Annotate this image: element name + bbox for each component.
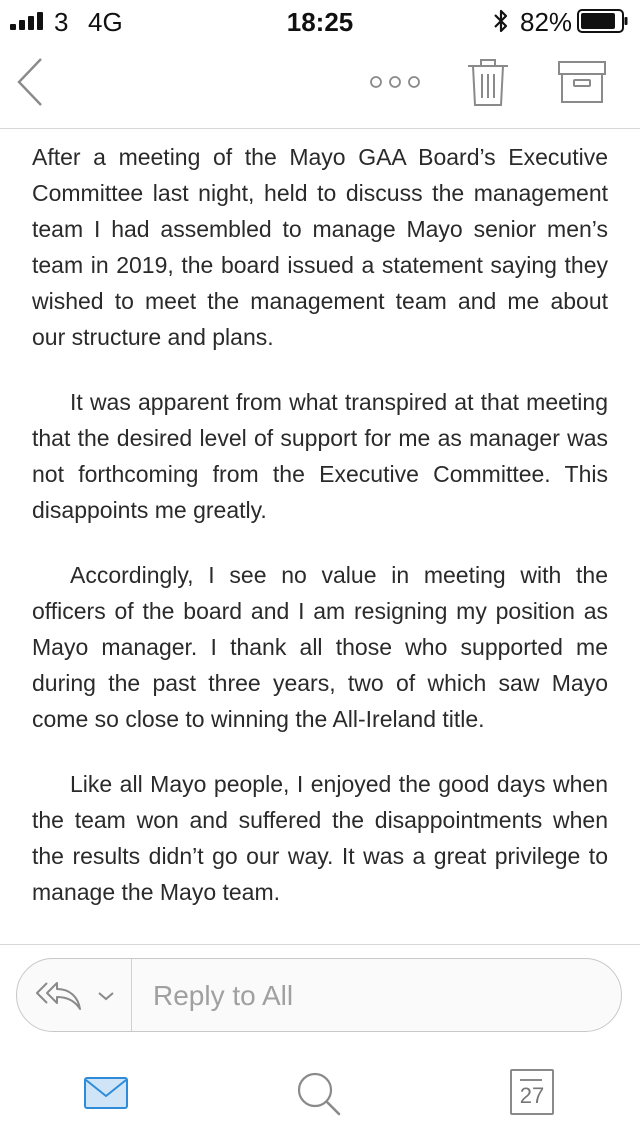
reply-all-icon (35, 979, 83, 1011)
battery-percent: 82% (520, 7, 573, 37)
email-paragraph: It was apparent from what transpired at that meeting that the desired level of support for me as manager was not forthcoming from the Executive Committee. This disappoints me greatly. (32, 389, 608, 523)
reply-input[interactable]: Reply to All (153, 980, 294, 1011)
back-icon[interactable] (14, 56, 46, 108)
email-paragraph: Accordingly, I see no value in meeting with the officers of the board and I am resigning my position as Mayo manager. I thank all those who supported me during the past three years, two of which saw Mayo come so close to winning the All-Ireland title. (32, 562, 608, 732)
reply-bar (16, 958, 622, 1032)
chevron-down-icon (97, 991, 115, 1001)
clock: 18:25 (286, 7, 354, 37)
reply-separator (131, 959, 132, 1031)
search-icon[interactable] (296, 1071, 342, 1117)
calendar-icon[interactable] (510, 1069, 554, 1115)
status-bar (0, 0, 640, 40)
trash-icon[interactable] (466, 58, 510, 108)
calendar-bar (520, 1079, 542, 1081)
mail-icon[interactable] (83, 1075, 129, 1111)
email-paragraph: After a meeting of the Mayo GAA Board’s Executive Committee last night, held to discuss the management team I had assembled to manage Mayo senior men’s team in 2019, the board issued a statement saying they wished to meet the management team and me about our structure and plans. (32, 144, 608, 350)
email-paragraph: Like all Mayo people, I enjoyed the good days when the team won and suffered the disappointments when the results didn’t go our way. It was a great privilege to manage the Mayo team. (32, 771, 608, 905)
archive-icon[interactable] (557, 60, 607, 104)
carrier-name: 3 (54, 7, 69, 37)
calendar-day: 27 (519, 1083, 545, 1108)
more-icon[interactable] (369, 74, 421, 90)
message-toolbar (0, 40, 640, 129)
reply-divider (0, 944, 640, 945)
email-body (32, 139, 608, 939)
battery-icon (577, 9, 629, 33)
network-type: 4G (88, 7, 123, 37)
bottom-nav (0, 1050, 640, 1136)
bluetooth-icon (493, 8, 509, 34)
reply-options-button[interactable] (17, 959, 131, 1031)
